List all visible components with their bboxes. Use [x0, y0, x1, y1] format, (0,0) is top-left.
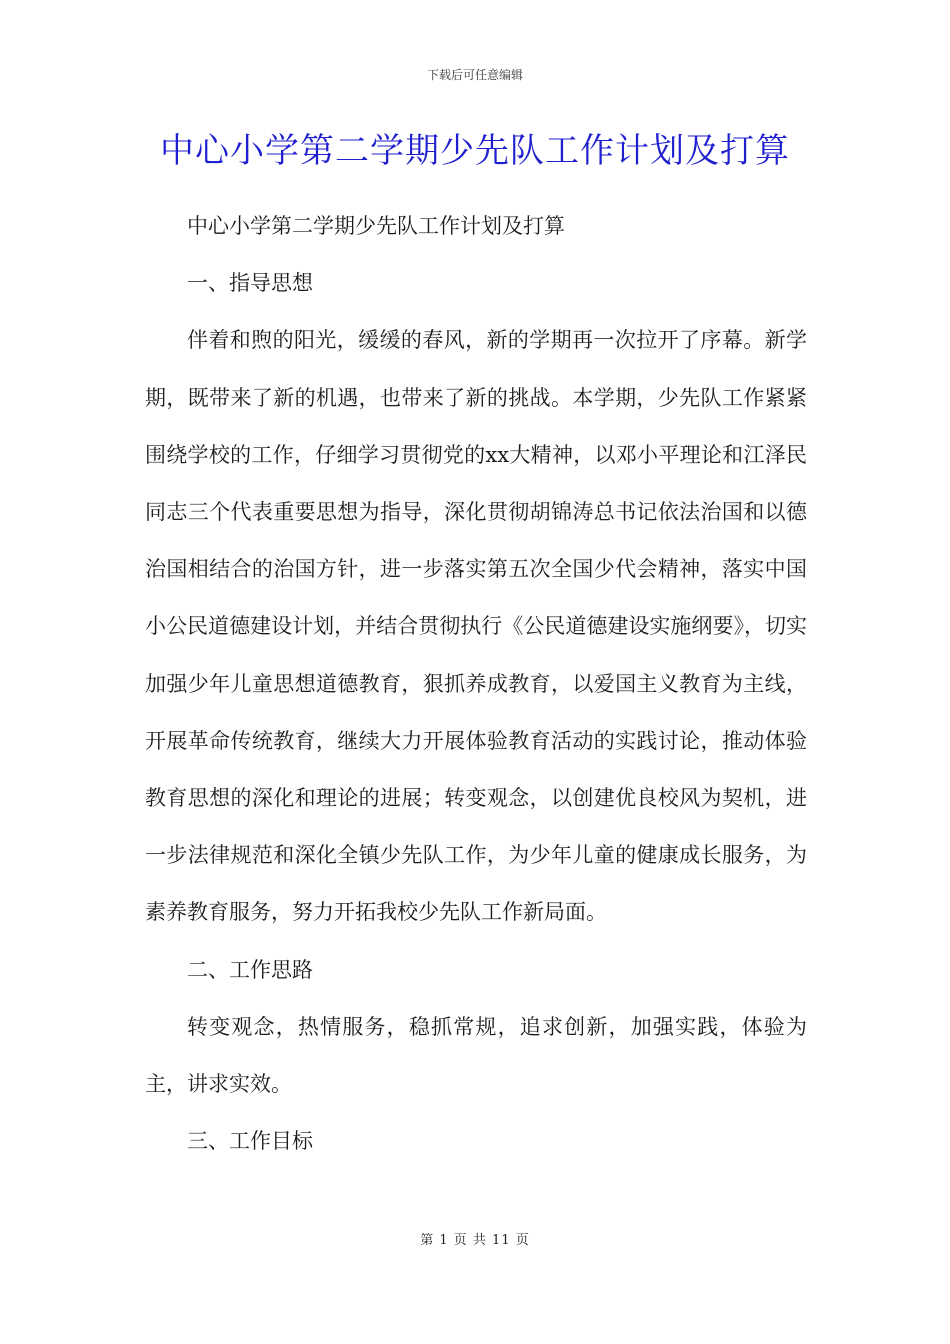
page-number-footer: 第 1 页 共 11 页	[420, 1233, 530, 1248]
section-heading-work-goals: 三、工作目标	[187, 1129, 313, 1154]
subtitle-paragraph: 中心小学第二学期少先队工作计划及打算	[187, 214, 565, 238]
section-heading-work-approach: 二、工作思路	[187, 957, 313, 982]
body-paragraph: 伴着和煦的阳光，缓缓的春风，新的学期再一次拉开了序幕。新学期，既带来了新的机遇，也带来了新的挑战。本学期，少先队工作紧紧围绕学校的工作，仔细学习贯彻党的xx大精神，以邓小平理论和江泽民同志三个代表重要思想为指导，深化贯彻胡锦涛总书记依法治国和以德治国相结合的治国方针，进一步落实第五次全国少代会精神，落实中国小公民道德建设计划，并结合贯彻执行《公民道德建设实施纲要》，切实加强少年儿童思想道德教育，狠抓养成教育，以爱国主义教育为主线，开展革命传统教育，继续大力开展体验教育活动的实践讨论，推动体验教育思想的深化和理论的进展；转变观念，以创建优良校风为契机，进一步法律规范和深化全镇少先队工作，为少年儿童的健康成长服务，为素养教育服务，努力开拓我校少先队工作新局面。	[145, 328, 807, 925]
document-title: 中心小学第二学期少先队工作计划及打算	[160, 131, 790, 171]
body-paragraph: 转变观念，热情服务，稳抓常规，追求创新，加强实践，体验为主，讲求实效。	[145, 1014, 807, 1097]
document-body	[145, 198, 807, 1170]
page-header-note: 下载后可任意编辑	[426, 68, 523, 82]
section-heading-guiding-ideology: 一、指导思想	[187, 271, 313, 296]
